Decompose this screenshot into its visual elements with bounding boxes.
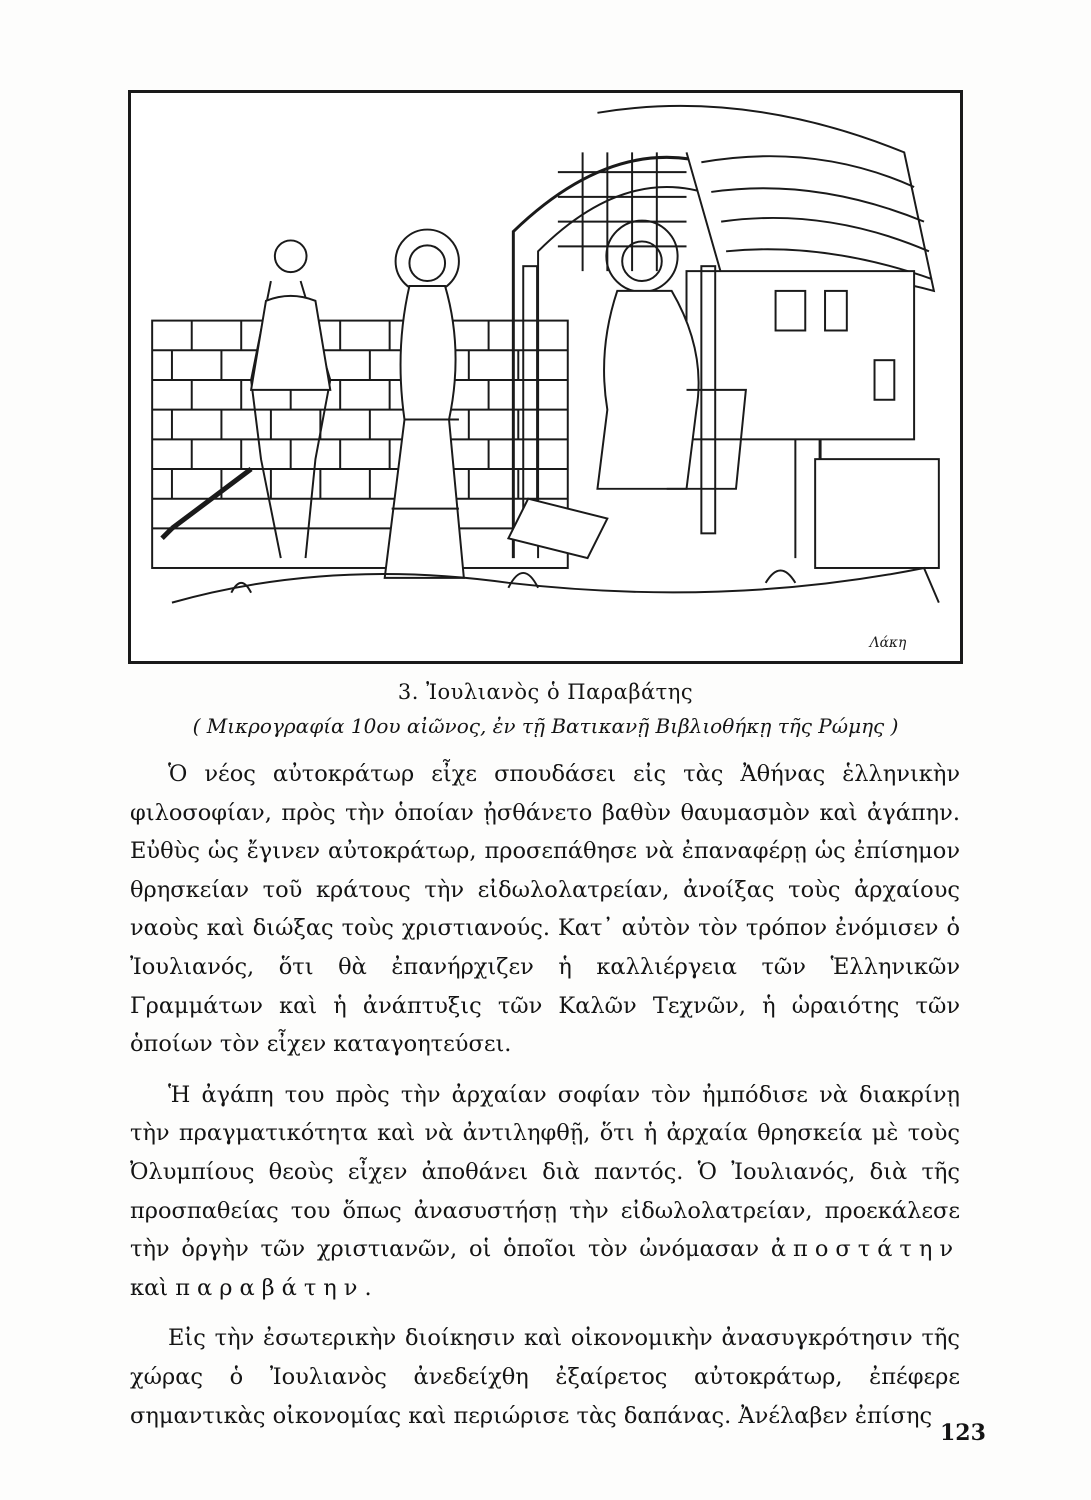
paragraph bbox=[130, 1076, 960, 1308]
paragraph: Ὁ νέος αὐτοκράτωρ εἶχε σπουδάσει εἰς τὰς Ἀθήνας ἑλληνικὴν φιλοσοφίαν, πρὸς τὴν ὁποίαν ᾐσθάνετο βαθὺν θαυμασμὸν καὶ ἀγάπην. Εὐθὺς ὡς ἔγινεν αὐτοκράτωρ, προσεπάθησε νὰ ἐπαναφέρῃ ὡς ἐπίσημον θρησκείαν τοῦ κράτους τὴν εἰδωλολατρείαν, ἀνοίξας τοὺς ἀρχαίους ναοὺς καὶ διώξας τοὺς χριστιανούς. Κατ᾽ αὐτὸν τὸν τρόπον ἐνόμισεν ὁ Ἰουλιανός, ὅτι θὰ ἐπανήρχιζεν ἡ καλλιέργεια τῶν Ἑλληνικῶν Γραμμάτων καὶ ἡ ἀνάπτυξις τῶν Καλῶν Τεχνῶν, ἡ ὡραιότης τῶν ὁποίων τὸν εἶχεν καταγοητεύσει. bbox=[130, 761, 960, 1058]
figure-caption-title: 3. Ἰουλιανὸς ὁ Παραβάτης bbox=[397, 680, 694, 704]
emphasized-word: παραβάτην bbox=[175, 1274, 365, 1301]
illustration-drawing bbox=[131, 93, 960, 661]
paragraph-text: . bbox=[364, 1274, 372, 1301]
page-number: 123 bbox=[940, 1420, 986, 1446]
figure-caption-subtitle: ( Μικρογραφία 10ου αἰῶνος, ἐν τῇ Βατικανῇ Βιβλιοθήκῃ τῆς Ρώμης ) bbox=[192, 714, 899, 738]
paragraph: Εἰς τὴν ἐσωτερικὴν διοίκησιν καὶ οἰκονομικὴν ἀνασυγκρότησιν τῆς χώρας ὁ Ἰουλιανὸς ἀνεδείχθη ἐξαίρετος αὐτοκράτωρ, ἐπέφερε σημαντικὰς οἰκονομίας καὶ περιώρισε τὰς δαπάνας. Ἀνέλαβεν ἐπίσης bbox=[130, 1325, 960, 1429]
miniature-illustration bbox=[128, 90, 963, 664]
body-text bbox=[130, 755, 960, 1435]
paragraph-text: Ἡ ἀγάπη του πρὸς τὴν ἀρχαίαν σοφίαν τὸν ἠμπόδισε νὰ διακρίνῃ τὴν πραγματικότητα καὶ νὰ ἀντιληφθῇ, ὅτι ἡ ἀρχαία θρησκεία μὲ τοὺς Ὀλυμπίους θεοὺς εἶχεν ἀποθάνει διὰ παντός. Ὁ Ἰουλιανός, διὰ τῆς προσπαθείας του ὅπως ἀνασυστήσῃ τὴν εἰδωλολατρείαν, προεκάλεσε τὴν ὀργὴν τῶν χριστιανῶν, οἱ ὁποῖοι τὸν ὠνόμασαν bbox=[130, 1081, 960, 1263]
illustrator-signature: Λάκη bbox=[869, 635, 907, 652]
paragraph-text: καὶ bbox=[130, 1274, 169, 1301]
emphasized-word: ἀποστάτην bbox=[770, 1236, 960, 1263]
